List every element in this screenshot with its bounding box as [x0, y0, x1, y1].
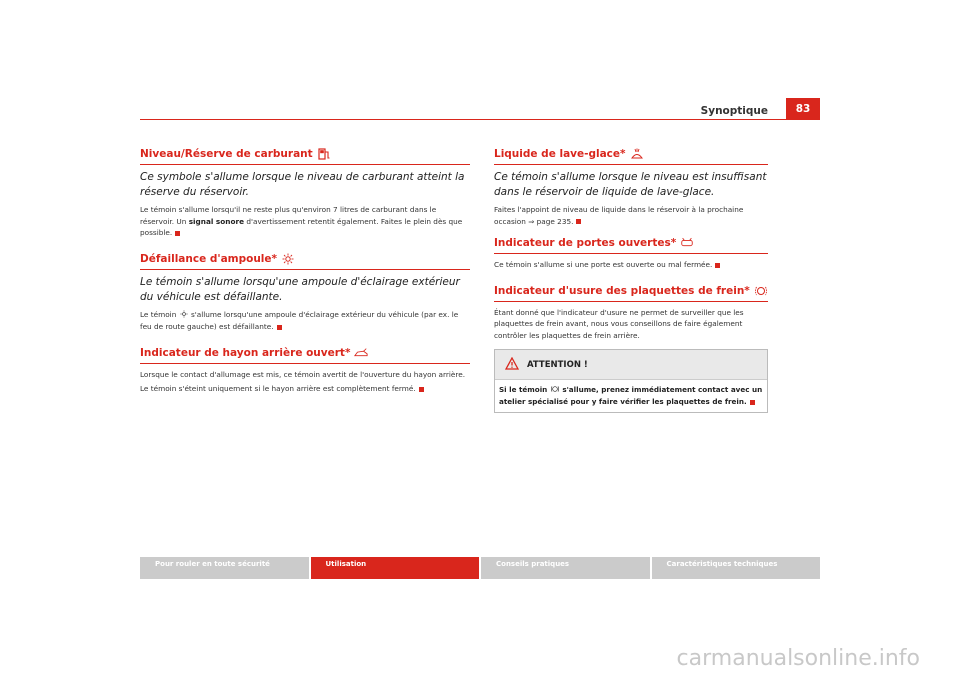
lead-washer: Ce témoin s'allume lorsque le niveau est insuffisant dans le réservoir de liquide de lave-glace.: [494, 171, 767, 198]
end-marker: [419, 387, 424, 392]
bulb-failure-icon: [179, 310, 189, 322]
body-tailgate-1: Lorsque le contact d'allumage est mis, ce témoin avertit de l'ouverture du hayon arrière.: [140, 369, 466, 379]
lead-bulb: Le témoin s'allume lorsqu'une ampoule d'éclairage extérieur du véhicule est défaillante.: [140, 275, 460, 303]
heading-washer-text: Liquide de lave-glace*: [494, 148, 626, 160]
heading-brake-text: Indicateur d'usure des plaquettes de frein*: [494, 284, 750, 297]
heading-tailgate: [140, 347, 470, 364]
warning-box: [494, 349, 768, 413]
section-washer: [494, 148, 768, 227]
warning-text: Si le témoin s'allume, prenez immédiatement contact avec un atelier spécialisé pour y faire vérifier les plaquettes de frein.: [499, 385, 763, 406]
body-washer: Faites l'appoint de niveau de liquide dans le réservoir à la prochaine occasion ⇒ page 235.: [494, 205, 744, 226]
fuel-pump-icon: [317, 148, 331, 160]
end-marker: [175, 231, 180, 236]
end-marker: [277, 325, 282, 330]
warning-title: ATTENTION !: [527, 359, 588, 370]
bulb-failure-icon: [281, 253, 295, 265]
brake-pad-icon: [550, 385, 560, 396]
section-doors: [494, 237, 768, 271]
header-divider: [140, 119, 820, 120]
door-open-icon: [680, 237, 694, 249]
tab-safety[interactable]: Pour rouler en toute sécurité: [140, 557, 309, 579]
tab-technical-data[interactable]: Caractéristiques techniques: [652, 557, 821, 579]
tab-practical-tips[interactable]: Conseils pratiques: [481, 557, 650, 579]
heading-brake: [494, 285, 768, 302]
section-fuel: [140, 148, 470, 239]
heading-bulb: [140, 253, 470, 270]
lead-fuel: Ce symbole s'allume lorsque le niveau de carburant atteint la réserve du réservoir.: [140, 171, 465, 198]
end-marker: [750, 400, 755, 405]
heading-bulb-text: Défaillance d'ampoule*: [140, 252, 278, 265]
heading-doors-text: Indicateur de portes ouvertes*: [494, 237, 677, 249]
section-brake: [494, 285, 768, 414]
washer-fluid-icon: [630, 148, 644, 160]
left-column: [140, 148, 470, 401]
tailgate-open-icon: [354, 347, 368, 359]
body-fuel: Le témoin s'allume lorsqu'il ne reste plus qu'environ 7 litres de carburant dans le réservoir. Un signal sonore d'avertissement retentit également. Faites le plein dès que possible.: [140, 205, 463, 237]
tab-operation[interactable]: Utilisation: [311, 557, 480, 579]
page-number: 83: [786, 98, 820, 120]
heading-fuel: [140, 148, 470, 165]
right-column: [494, 148, 768, 413]
body-brake: Étant donné que l'indicateur d'usure ne permet de surveiller que les plaquettes de frein avant, nous vous conseillons de faire également contrôler les plaquettes de frein arrière.: [494, 307, 744, 340]
heading-tailgate-text: Indicateur de hayon arrière ouvert*: [140, 346, 351, 359]
body-doors: Ce témoin s'allume si une porte est ouverte ou mal fermée.: [494, 259, 768, 271]
warning-triangle-icon: [505, 355, 519, 374]
section-tailgate: [140, 347, 470, 395]
heading-fuel-text: Niveau/Réserve de carburant: [140, 148, 313, 160]
footer-nav: [140, 557, 820, 579]
section-bulb: [140, 253, 470, 333]
heading-doors: [494, 237, 768, 254]
watermark: carmanualsonline.info: [676, 646, 920, 671]
heading-washer: [494, 148, 768, 165]
warning-header: [495, 350, 767, 380]
end-marker: [715, 263, 720, 268]
end-marker: [576, 219, 581, 224]
brake-pad-icon: [754, 285, 768, 297]
body-tailgate-2: Le témoin s'éteint uniquement si le hayon arrière est complètement fermé.: [140, 383, 470, 395]
section-title: Synoptique: [700, 105, 768, 117]
body-bulb: Le témoin s'allume lorsqu'une ampoule d'éclairage extérieur du véhicule (par ex. le feu de route gauche) est défaillante.: [140, 309, 459, 331]
